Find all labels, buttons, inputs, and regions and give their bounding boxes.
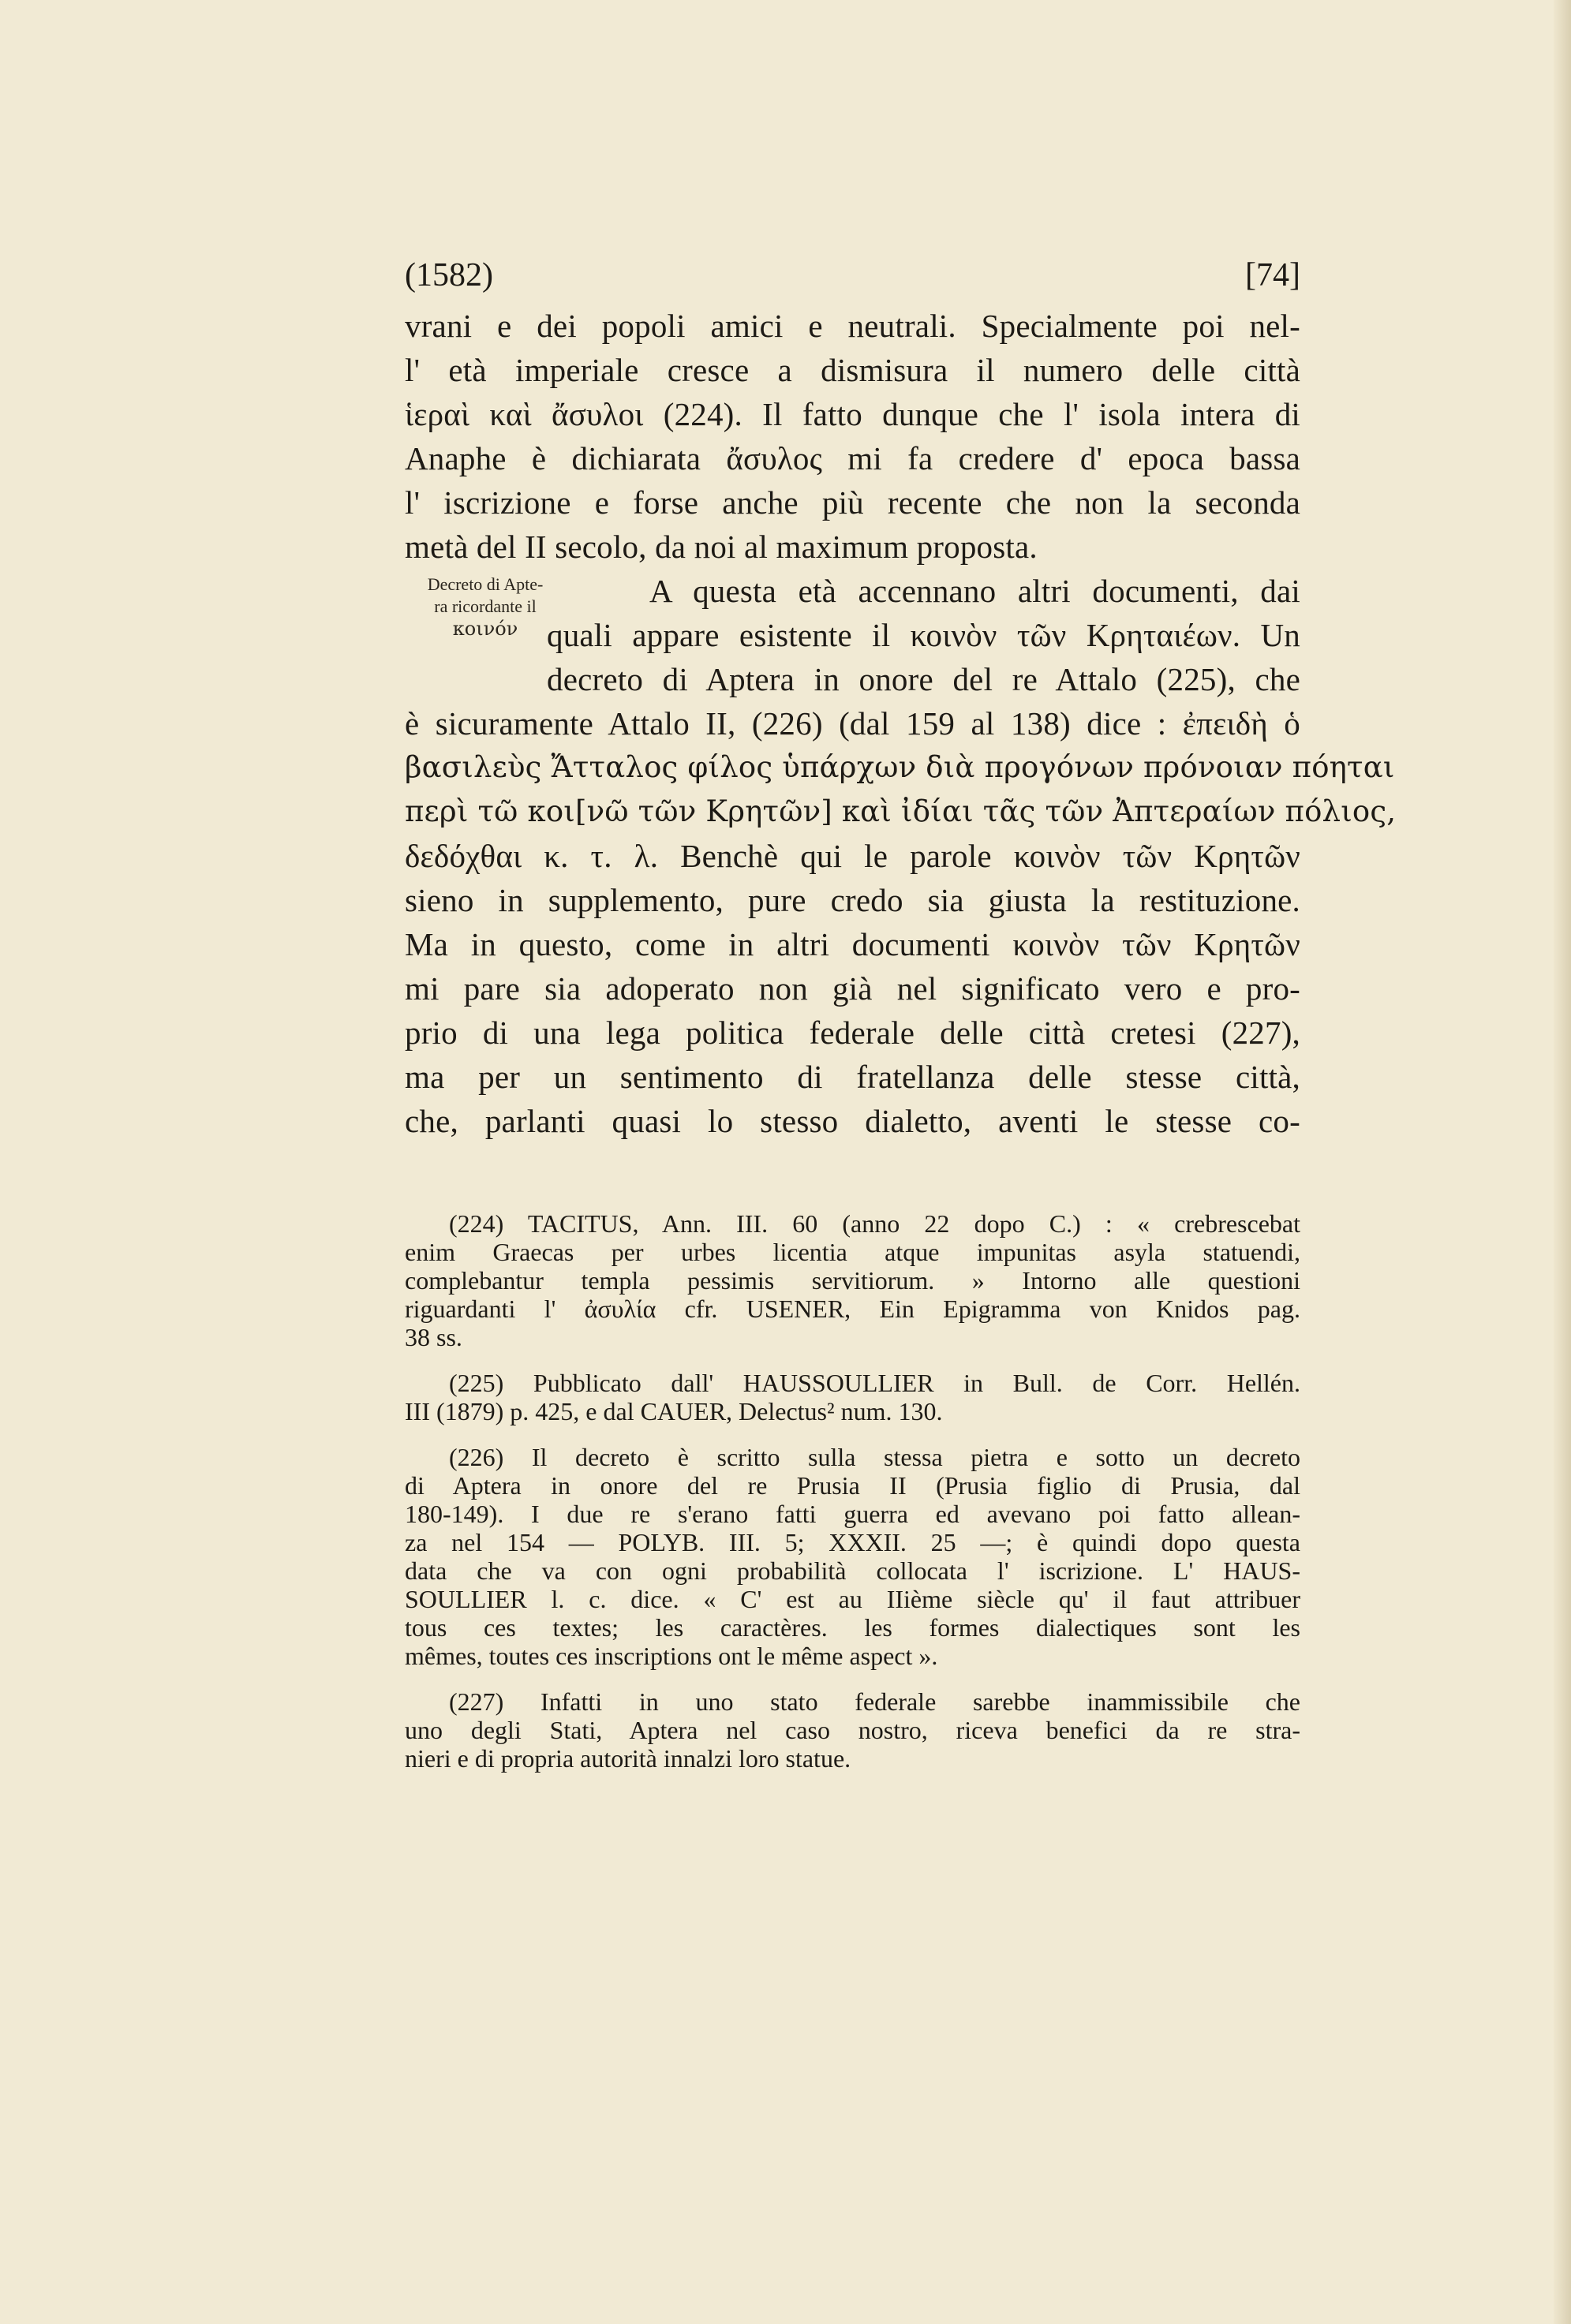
marginal-note-line: κοινόν — [452, 618, 518, 640]
footnote-line: riguardanti l' ἀσυλία cfr. USENER, Ein Epigramma von Knidos pag. — [405, 1295, 1300, 1323]
text-line: mi pare sia adoperato non già nel significato vero e pro- — [405, 970, 1300, 1007]
footnote-line: 38 ss. — [405, 1323, 462, 1351]
text-line: δεδόχθαι κ. τ. λ. Benchè qui le parole κοινὸν τῶν Κρητῶν — [405, 838, 1300, 874]
text-line: sieno in supplemento, pure credo sia giusta la restituzione. — [405, 882, 1300, 918]
page-number-left: (1582) — [405, 257, 493, 293]
footnote-line: mêmes, toutes ces inscriptions ont le même aspect ». — [405, 1642, 938, 1670]
text-line: quali appare esistente il κοινὸν τῶν Κρηταιέων. Un — [547, 617, 1300, 653]
text-line: A questa età accennano altri documenti, dai — [649, 573, 1300, 609]
text-line: βασιλεὺς Ἄτταλος φίλος ὑπάρχων διὰ προγόνων πρόνοιαν πόηται — [405, 750, 1395, 784]
text-line: ma per un sentimento di fratellanza delle stesse città, — [405, 1059, 1300, 1095]
footnote-line: (224) TACITUS, Ann. III. 60 (anno 22 dopo C.) : « crebrescebat — [449, 1209, 1300, 1238]
footnote-line: di Aptera in onore del re Prusia II (Prusia figlio di Prusia, dal — [405, 1471, 1300, 1500]
text-line: Ma in questo, come in altri documenti κοινὸν τῶν Κρητῶν — [405, 926, 1300, 962]
text-line: decreto di Aptera in onore del re Attalo (225), che — [547, 661, 1300, 697]
footnote-line: III (1879) p. 425, e dal CAUER, Delectus² num. 130. — [405, 1397, 943, 1425]
footnote-line: tous ces textes; les caractères. les formes dialectiques sont les — [405, 1613, 1300, 1642]
footnote-224 — [405, 1209, 1300, 1351]
page-number-right: [74] — [1245, 257, 1300, 293]
footnote-line: complebantur templa pessimis servitiorum. » Intorno alle questioni — [405, 1266, 1300, 1295]
footnote-line: (225) Pubblicato dall' HAUSSOULLIER in Bull. de Corr. Hellén. — [449, 1369, 1300, 1397]
text-line: περὶ τῶ κοι[νῶ τῶν Κρητῶν] καὶ ἰδίαι τᾶς τῶν Ἀπτεραίων πόλιος, — [405, 794, 1397, 828]
main-text — [405, 304, 1397, 1143]
footnote-line: uno degli Stati, Aptera nel caso nostro, riceva benefici da re stra- — [405, 1716, 1300, 1744]
footnotes — [405, 1209, 1300, 1773]
text-line: ἱεραὶ καὶ ἄσυλοι (224). Il fatto dunque che l' isola intera di — [405, 396, 1300, 432]
footnote-line: (227) Infatti in uno stato federale sarebbe inammissibile che — [449, 1687, 1300, 1716]
footnote-line: 180-149). I due re s'erano fatti guerra ed avevano poi fatto allean- — [405, 1500, 1300, 1528]
text-line: metà del II secolo, da noi al maximum proposta. — [405, 529, 1038, 565]
footnote-227 — [405, 1687, 1300, 1773]
footnote-225 — [405, 1369, 1300, 1425]
footnote-line: data che va con ogni probabilità collocata l' iscrizione. L' HAUS- — [405, 1556, 1300, 1585]
marginal-note-line: Decreto di Apte- — [427, 574, 544, 594]
footnote-line: (226) Il decreto è scritto sulla stessa pietra e sotto un decreto — [449, 1443, 1300, 1471]
text-line: è sicuramente Attalo II, (226) (dal 159 al 138) dice : ἐπειδὴ ὁ — [405, 705, 1300, 742]
footnote-line: enim Graecas per urbes licentia atque impunitas asyla statuendi, — [405, 1238, 1300, 1266]
marginal-note-line: ra ricordante il — [434, 596, 537, 616]
text-line: l' età imperiale cresce a dismisura il numero delle città — [405, 352, 1300, 388]
page-edge — [1554, 0, 1571, 2324]
text-line: l' iscrizione e forse anche più recente che non la seconda — [405, 484, 1300, 521]
text-line: prio di una lega politica federale delle città cretesi (227), — [405, 1014, 1300, 1051]
text-line: che, parlanti quasi lo stesso dialetto, aventi le stesse co- — [405, 1103, 1300, 1139]
footnote-226 — [405, 1443, 1300, 1670]
footnote-line: nieri e di propria autorità innalzi loro statue. — [405, 1744, 851, 1773]
text-line: Anaphe è dichiarata ἄσυλος mi fa credere d' epoca bassa — [405, 440, 1300, 476]
text-line: vrani e dei popoli amici e neutrali. Specialmente poi nel- — [405, 308, 1300, 344]
footnote-line: za nel 154 — POLYB. III. 5; XXXII. 25 —; è quindi dopo questa — [405, 1528, 1300, 1556]
footnote-line: SOULLIER l. c. dice. « C' est au IIième siècle qu' il faut attribuer — [405, 1585, 1300, 1613]
